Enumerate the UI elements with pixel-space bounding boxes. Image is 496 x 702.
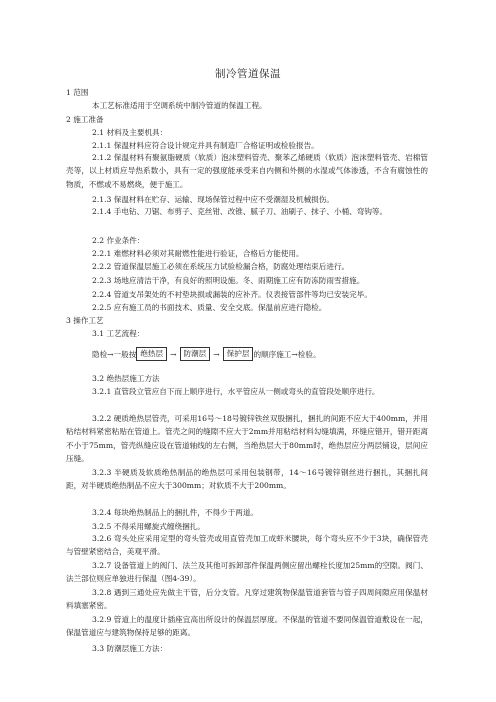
section-1-heading: 1 范围 <box>66 88 89 97</box>
section-2-heading: 2 施工准备 <box>66 115 104 124</box>
section-3-2-3: 3.2.3 半硬质及软质绝热制品的绝热层可采用包装钢带，14～16号镀锌钢丝进行捆扎，其捆扎间距，对半硬质绝热制品不应大于300mm；对软质不大于200mm。 <box>66 468 428 491</box>
section-1-text: 本工艺标准适用于空调系统中制冷管道的保温工程。 <box>92 101 267 110</box>
section-2-2-3: 2.2.3 场地应清洁干净，有良好的照明设施。冬、雨期施工应有防冻防雨雪措施。 <box>92 276 365 285</box>
flow-box-protective: 保护层 <box>223 347 254 361</box>
flow-box-insulation: 绝热层 <box>136 347 167 361</box>
section-3-2-7: 3.2.7 设备管道上的阀门、法兰及其他可拆卸部件保温两侧应留出螺栓长度加25mm的空隙。阀门、法兰部位则应单独进行保温（图4-39）。 <box>66 561 428 584</box>
section-2-1-3: 2.1.3 保温材料在贮存、运输、现场保管过程中应不受潮湿及机械损伤。 <box>92 195 334 204</box>
section-3-1: 3.1 工艺流程： <box>92 329 145 338</box>
flow-end-text: 的顺序施工→检验。 <box>253 349 321 359</box>
section-3-2: 3.2 绝热层施工方法 <box>92 374 160 383</box>
section-2-2-5: 2.2.5 应有施工员的书面技术、质量、安全交底。保温前应进行隐检。 <box>92 303 327 312</box>
section-3-2-6: 3.2.6 弯头处应采用定型的弯头管壳或用直管壳加工成虾米腰块，每个弯头应不少于3块，确保管壳与管壁紧密结合，美观平滑。 <box>66 534 428 557</box>
section-2-1-4: 2.1.4 手电钻、刀锯、布剪子、克丝钳、改锥、腻子刀、油刷子、抹子、小桶、弯钩等。 <box>92 207 388 216</box>
section-2-2-2: 2.2.2 管道保温层施工必须在系统压力试验检漏合格，防腐处理结束后进行。 <box>92 262 350 271</box>
process-flow <box>92 347 321 361</box>
flow-arrow-icon: → <box>213 349 220 359</box>
section-2-1-1: 2.1.1 保温材料应符合设计规定并具有制造厂合格证明或检验报告。 <box>92 141 319 150</box>
flow-box-moisture: 防潮层 <box>180 347 211 361</box>
section-3-2-8: 3.2.8 遇到三通处应先做主干管，后分支管。凡穿过建筑物保温管道套管与管子四周间隙应用保温材料填塞紧密。 <box>66 588 428 611</box>
flow-arrow-icon: → <box>170 349 177 359</box>
document-title: 制冷管道保温 <box>215 68 281 80</box>
section-3-3: 3.3 防潮层施工方法： <box>92 644 168 653</box>
flow-start-text: 隐检→一般按 <box>92 349 137 359</box>
section-2-2-1: 2.2.1 难燃材料必须对其耐燃性能进行验证，合格后方能使用。 <box>92 249 304 258</box>
section-3-2-2: 3.2.2 硬质绝热层管壳，可采用16号～18号镀锌铁丝双股捆扎，捆扎的间距不应大于400mm，并用粘结材料紧密粘贴在管道上。管壳之间的缝隙不应大于2mm并用粘结材料勾缝填满，环缝应错开，错开距离不小于75mm，管壳纵缝应设在管道轴线的左右侧，当绝热层大于80mm时，绝热层应分两层铺设，层间应压缝。 <box>66 414 428 464</box>
section-3-2-5: 3.2.5 不得采用螺旋式缠绕捆扎。 <box>92 522 205 531</box>
section-2-1: 2.1 材料及主要机具： <box>92 128 168 137</box>
section-2-2: 2.2 作业条件： <box>92 236 145 245</box>
section-3-2-1: 3.2.1 直管段立管应自下而上顺序进行，水平管应从一侧或弯头的直管段处顺序进行。 <box>92 387 380 396</box>
section-3-heading: 3 操作工艺 <box>66 316 104 325</box>
section-2-2-4: 2.2.4 管道支吊架处的不衬垫块损或漏装的应补齐。仪表接管部件等均已安装完毕。 <box>92 290 372 299</box>
section-3-2-9: 3.2.9 管道上的温度计插座宜高出所设计的保温层厚度。不保温的管道不要同保温管道敷设在一起，保温管道应与建筑物保持足够的距离。 <box>66 615 428 638</box>
section-3-2-4: 3.2.4 每块绝热制品上的捆扎件，不得少于两道。 <box>92 508 259 517</box>
section-2-1-2: 2.1.2 保温材料有聚氨脂硬质（软质）泡沫塑料管壳、聚苯乙烯硬质（软质）泡沫塑料管壳、岩棉管壳等，以上材质应导热系数小，具有一定的强度能承受来自内侧和外侧的水湿或气体渗透，不含有腐蚀性的物质，不燃或不易燃烧，便于施工。 <box>66 153 428 189</box>
